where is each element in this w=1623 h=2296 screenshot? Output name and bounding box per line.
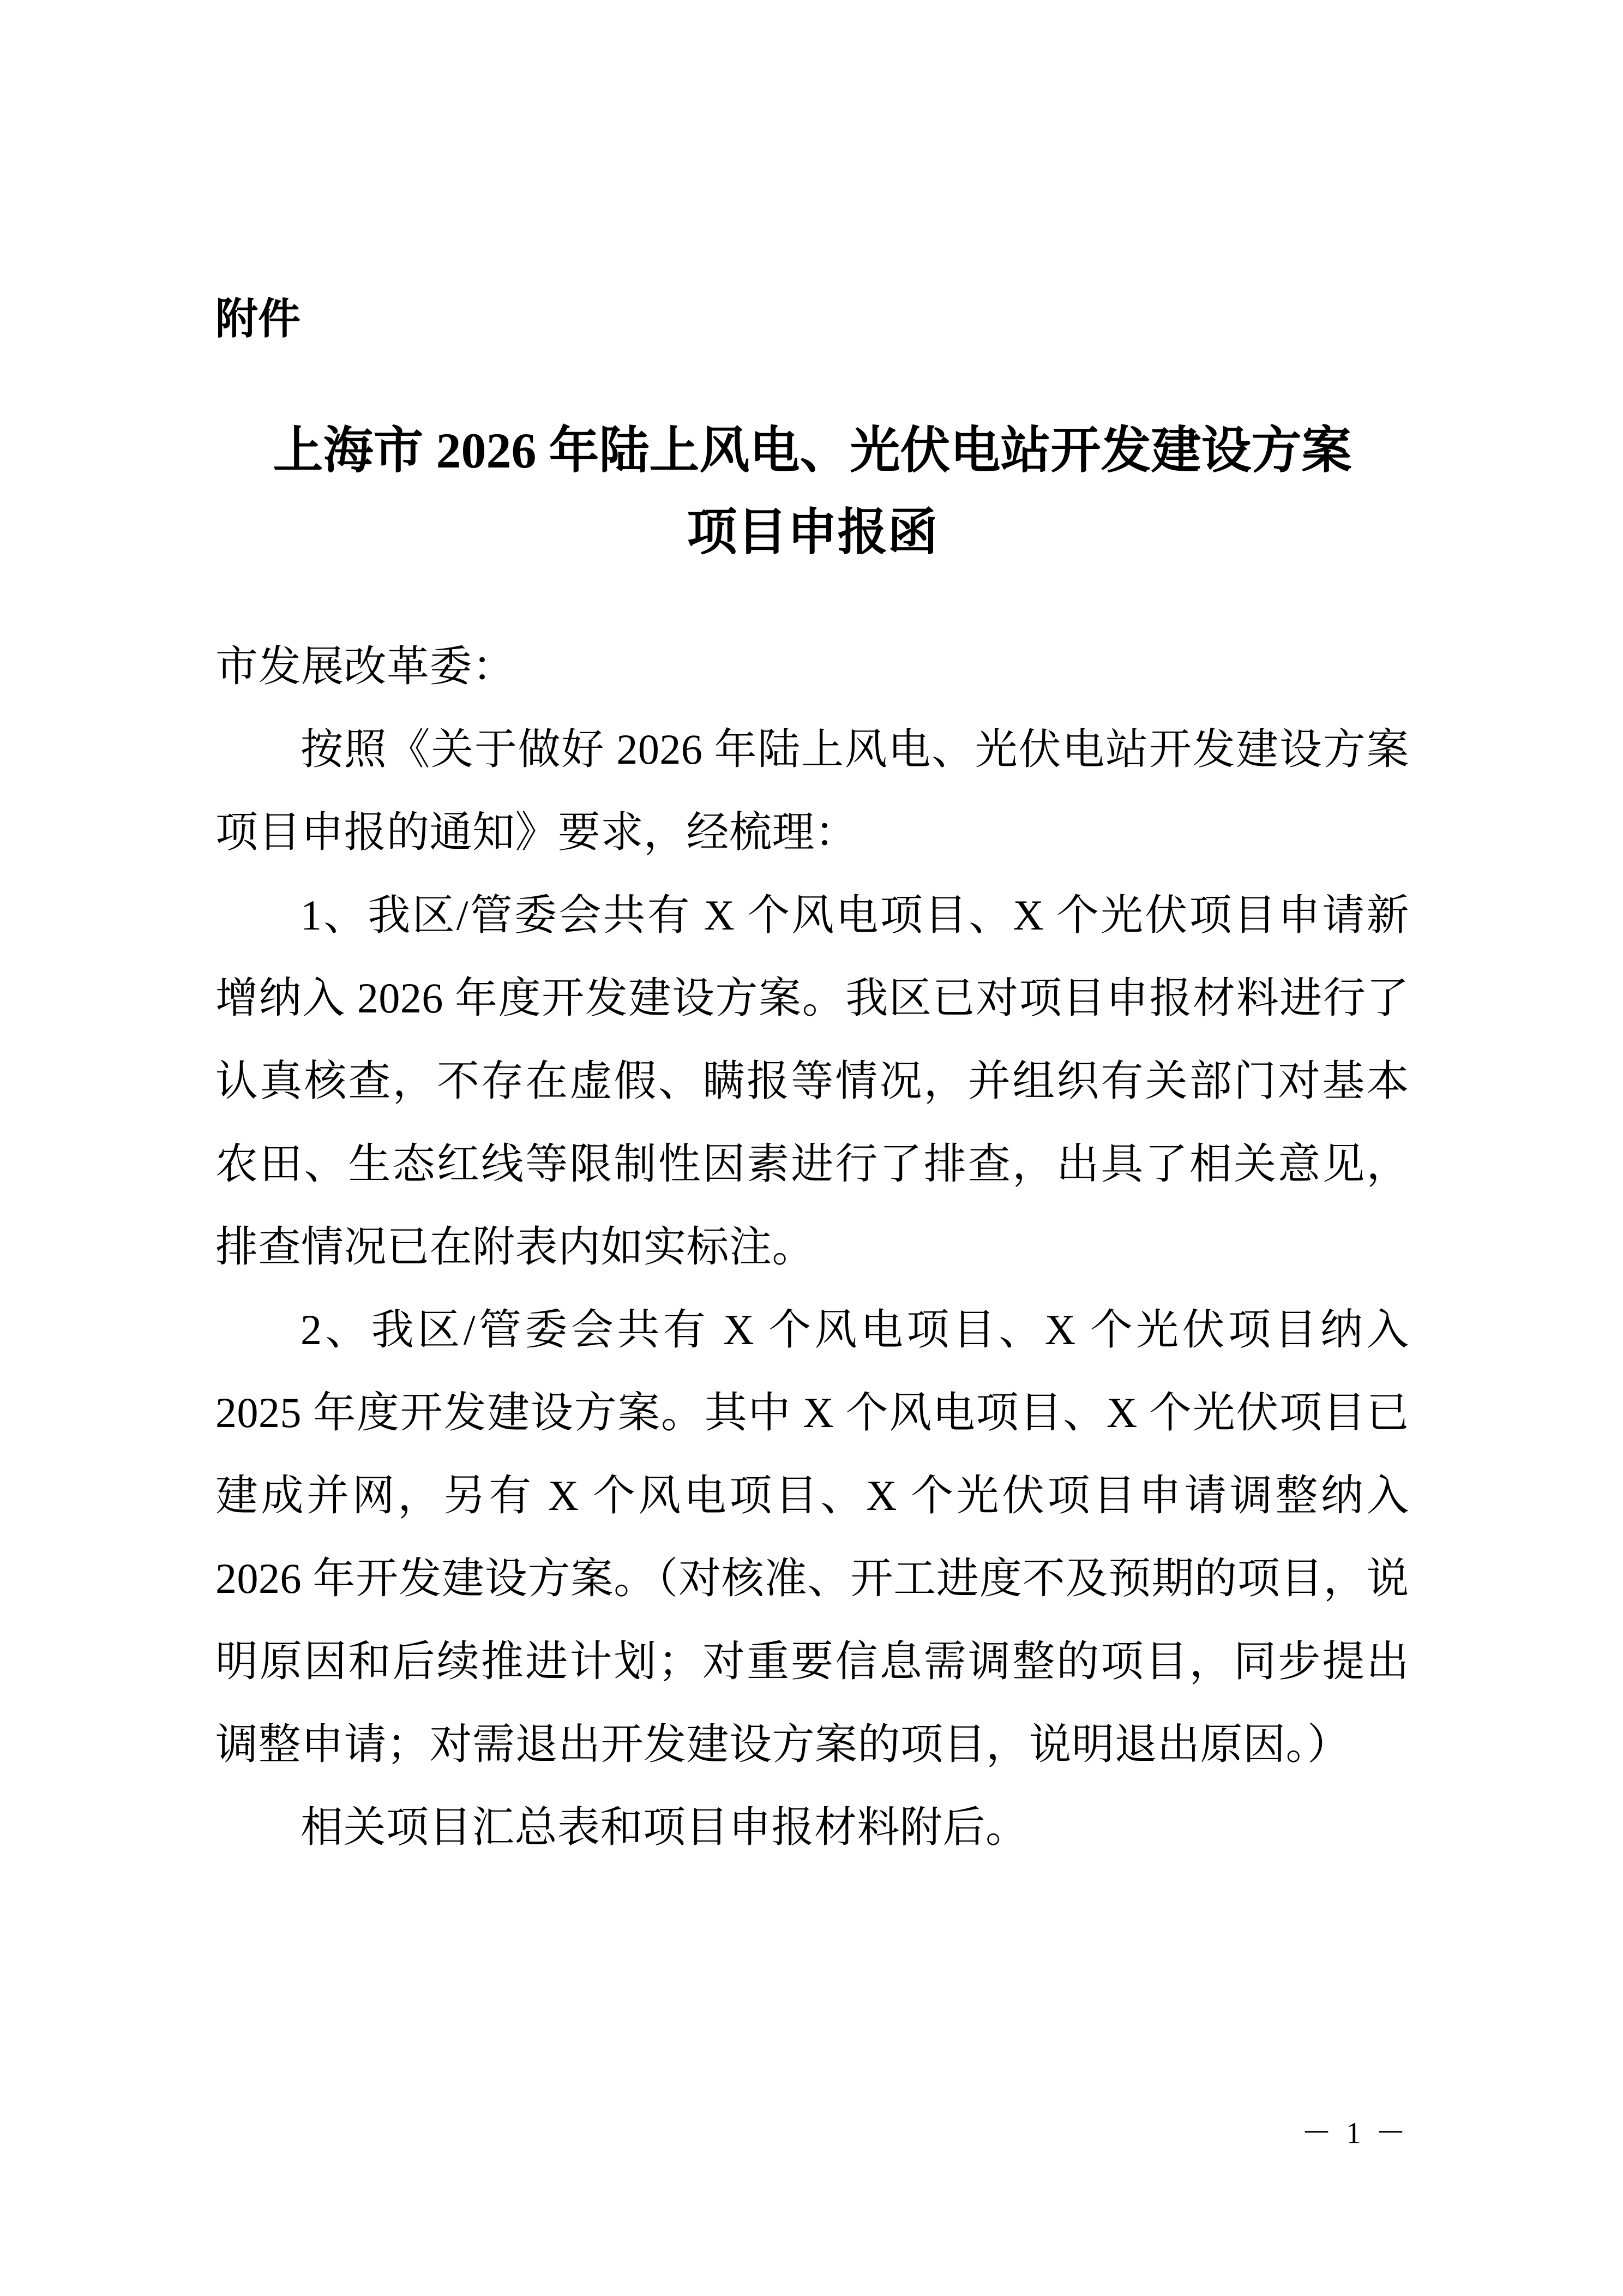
paragraph-item-2: 2、我区/管委会共有 X 个风电项目、X 个光伏项目纳入 2025 年度开发建设方案。其中 X 个风电项目、X 个光伏项目已建成并网，另有 X 个风电项目、X 个光伏项目申请调整纳入 2026 年开发建设方案。（对核准、开工进度不及预期的项目，说明原因和后续推进计划；对重要信息需调整的项目，同步提出调整申请；对需退出开发建设方案的项目，说明退出原因。） (215, 1306, 1409, 1768)
paragraph-intro: 按照《关于做好 2026 年陆上风电、光伏电站开发建设方案项目申报的通知》要求，经梳理： (215, 726, 1409, 856)
page-number: － 1 － (1301, 2117, 1409, 2150)
document-body (215, 625, 1409, 1869)
paragraph-closing: 相关项目汇总表和项目申报材料附后。 (300, 1803, 1029, 1851)
salutation: 市发展改革委： (215, 643, 515, 690)
paragraph-item-1: 1、我区/管委会共有 X 个风电项目、X 个光伏项目申请新增纳入 2026 年度开发建设方案。我区已对项目申报材料进行了认真核查，不存在虚假、瞒报等情况，并组织有关部门对基本农田、生态红线等限制性因素进行了排查，出具了相关意见，排查情况已在附表内如实标注。 (215, 891, 1409, 1270)
document-title-line1: 上海市 2026 年陆上风电、光伏电站开发建设方案 (273, 423, 1352, 478)
attachment-label: 附件 (215, 295, 301, 343)
document-title-line2: 项目申报函 (687, 505, 938, 560)
document-title (215, 410, 1409, 573)
